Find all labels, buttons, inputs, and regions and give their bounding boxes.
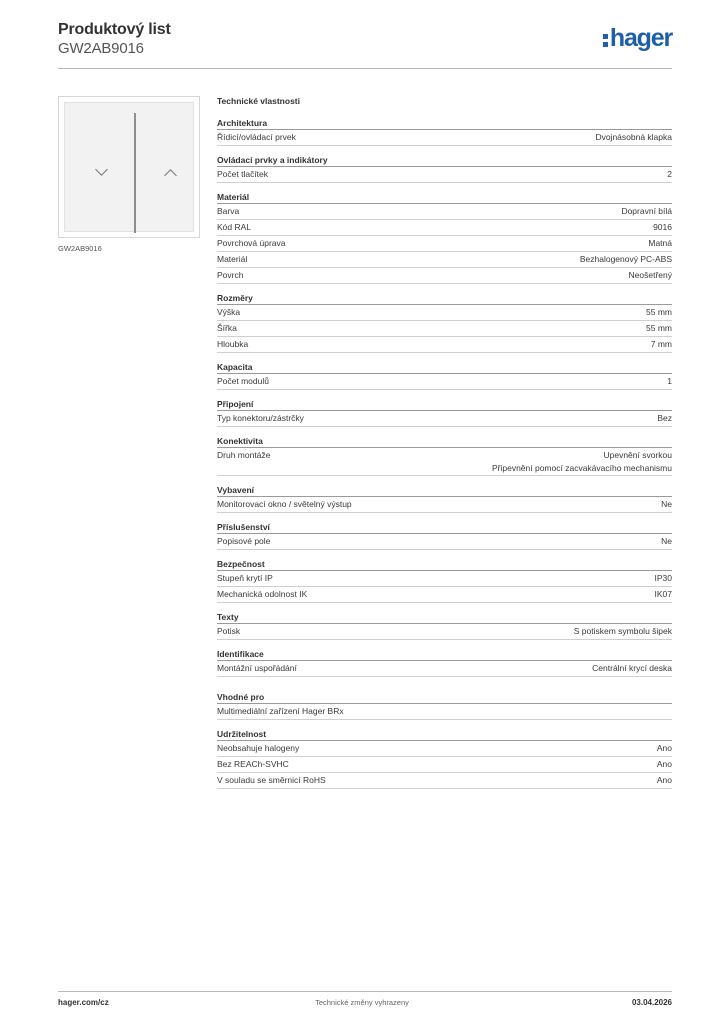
spec-value: Ne (661, 499, 672, 509)
spec-value: 1 (667, 376, 672, 386)
spec-value: Dopravní bílá (621, 206, 672, 216)
spec-sections (217, 117, 672, 789)
spec-row (217, 374, 672, 390)
spec-label: Hloubka (217, 339, 249, 349)
spec-row (217, 571, 672, 587)
spec-value: Ano (656, 759, 672, 769)
spec-row (217, 741, 672, 757)
footer-divider (58, 991, 672, 992)
section-title: Identifikace (217, 648, 672, 661)
spec-value: Neošetřený (628, 270, 672, 280)
spec-label: Druh montáže (217, 450, 271, 460)
spec-row (217, 587, 672, 603)
spec-label: Potisk (217, 626, 241, 636)
spec-table (217, 94, 672, 797)
page-title: Produktový list (58, 21, 171, 38)
spec-value: 7 mm (650, 339, 672, 349)
footer-disclaimer: Technické změny vyhrazeny (315, 998, 409, 1007)
spec-label: Stupeň krytí IP (217, 573, 273, 583)
section-title: Ovládací prvky a indikátory (217, 154, 672, 167)
spec-row (217, 534, 672, 550)
spec-label: Kód RAL (217, 222, 252, 232)
spec-label: V souladu se směrnicí RoHS (217, 775, 326, 785)
spec-section (217, 611, 672, 640)
spec-value: Dvojnásobná klapka (595, 132, 672, 142)
chevron-up-icon (164, 169, 177, 182)
spec-row (217, 268, 672, 284)
spec-value: Bezhalogenový PC-ABS (579, 254, 672, 264)
section-title: Rozměry (217, 292, 672, 305)
spec-section (217, 292, 672, 353)
section-title: Materiál (217, 191, 672, 204)
spec-section (217, 154, 672, 183)
spec-row (217, 236, 672, 252)
page-header (58, 20, 672, 70)
spec-value: Centrální krycí deska (592, 663, 672, 673)
spec-section (217, 435, 672, 476)
logo-dots-icon (603, 30, 608, 47)
spec-section (217, 521, 672, 550)
spec-row (217, 757, 672, 773)
spec-section (217, 117, 672, 146)
logo-text: hager (609, 24, 672, 52)
spec-row (217, 167, 672, 183)
section-title: Vhodné pro (217, 691, 672, 704)
spec-row (217, 497, 672, 513)
spec-label: Řídicí/ovládací prvek (217, 132, 296, 142)
spec-row (217, 411, 672, 427)
spec-section (217, 558, 672, 603)
hager-logo (603, 26, 672, 51)
spec-value: 55 mm (646, 323, 672, 333)
spec-label: Neobsahuje halogeny (217, 743, 300, 753)
section-title: Texty (217, 611, 672, 624)
spec-value: Ano (656, 775, 672, 785)
spec-value: Bez (657, 413, 672, 423)
spec-row (217, 661, 672, 677)
spec-value: IP30 (654, 573, 672, 583)
spec-label: Popisové pole (217, 536, 271, 546)
switch-plate (64, 102, 194, 232)
image-caption: GW2AB9016 (58, 244, 102, 253)
section-title: Vybavení (217, 484, 672, 497)
spec-label: Typ konektoru/zástrčky (217, 413, 304, 423)
spec-section (217, 361, 672, 390)
spec-label: Multimediální zařízení Hager BRx (217, 706, 344, 716)
product-code: GW2AB9016 (58, 40, 144, 57)
spec-row (217, 773, 672, 789)
spec-label: Šířka (217, 323, 237, 333)
section-title: Udržitelnost (217, 728, 672, 741)
spec-value: 9016 (653, 222, 672, 232)
spec-row (217, 704, 672, 720)
section-title: Bezpečnost (217, 558, 672, 571)
section-title: Konektivita (217, 435, 672, 448)
section-title: Architektura (217, 117, 672, 130)
spec-label: Materiál (217, 254, 248, 264)
footer-website: hager.com/cz (58, 998, 109, 1007)
spec-row (217, 204, 672, 220)
spec-label: Barva (217, 206, 240, 216)
product-image (58, 96, 200, 238)
spec-section (217, 484, 672, 513)
spec-label: Montážní uspořádání (217, 663, 297, 673)
spec-label: Počet tlačítek (217, 169, 269, 179)
spec-label: Mechanická odolnost IK (217, 589, 308, 599)
header-divider (58, 68, 672, 69)
spec-row (217, 220, 672, 236)
section-title: Připojení (217, 398, 672, 411)
spec-value: Matná (648, 238, 672, 248)
spec-value: 55 mm (646, 307, 672, 317)
spec-row (217, 305, 672, 321)
spec-row (217, 252, 672, 268)
spec-value: Ne (661, 536, 672, 546)
spec-value: Upevnění svorkou Připevnění pomocí zacvakávacího mechanismu (491, 450, 672, 473)
spec-label: Povrchová úprava (217, 238, 286, 248)
rocker-divider (134, 113, 136, 233)
footer-date: 03.04.2026 (631, 998, 672, 1007)
spec-section (217, 398, 672, 427)
spec-label: Počet modulů (217, 376, 269, 386)
section-title: Příslušenství (217, 521, 672, 534)
spec-row (217, 624, 672, 640)
chevron-down-icon (95, 163, 108, 176)
spec-row (217, 321, 672, 337)
spec-value: 2 (667, 169, 672, 179)
spec-row (217, 337, 672, 353)
spec-label: Bez REACh-SVHC (217, 759, 289, 769)
spec-row (217, 448, 672, 476)
spec-section (217, 728, 672, 789)
spec-heading: Technické vlastnosti (217, 96, 300, 106)
spec-value: S potiskem symbolu šipek (573, 626, 672, 636)
spec-section (217, 191, 672, 284)
spec-section (217, 648, 672, 677)
spec-value: Ano (656, 743, 672, 753)
spec-section (217, 691, 672, 720)
section-title: Kapacita (217, 361, 672, 374)
spec-label: Výška (217, 307, 241, 317)
spec-label: Monitorovací okno / světelný výstup (217, 499, 352, 509)
spec-label: Povrch (217, 270, 244, 280)
spec-row (217, 130, 672, 146)
spec-value: IK07 (654, 589, 672, 599)
